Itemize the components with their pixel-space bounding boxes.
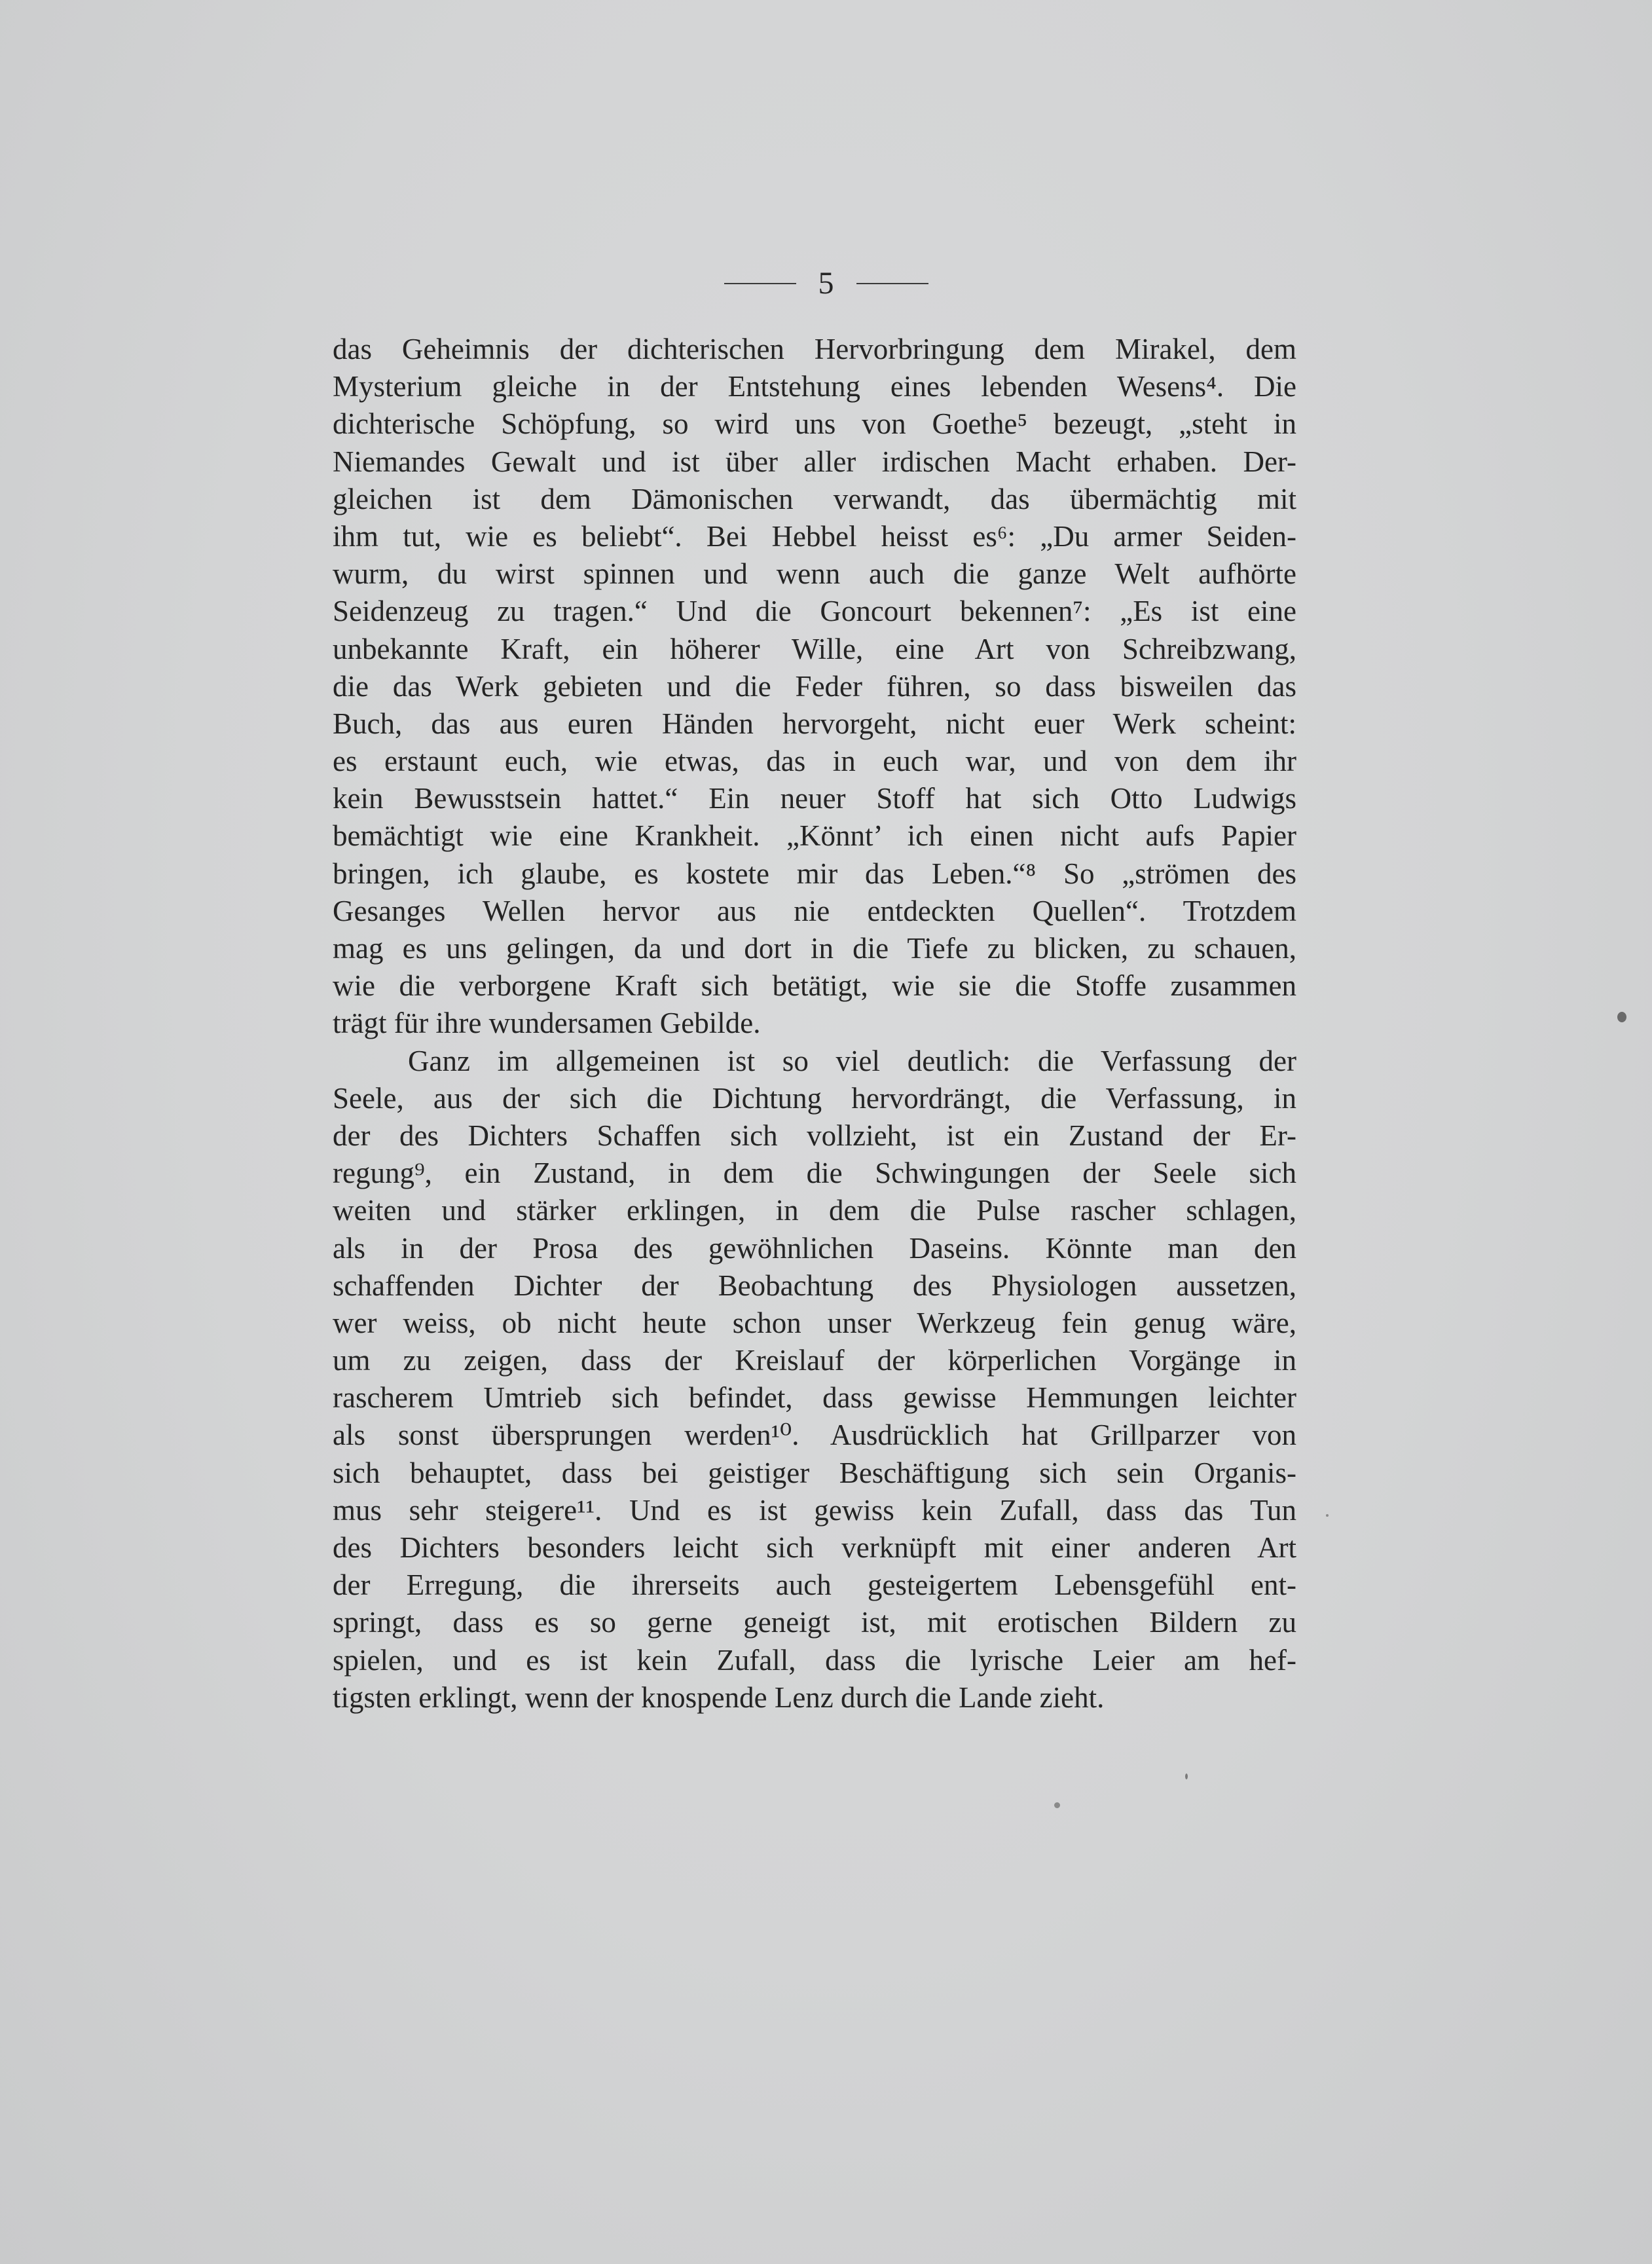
text-line: sich behauptet, dass bei geistiger Beschäftigung sich sein Organis- (333, 1456, 1296, 1489)
text-line: der des Dichters Schaffen sich vollzieht, ist ein Zustand der Er- (333, 1119, 1296, 1152)
header-rule-left (724, 283, 796, 284)
text-line: der Erregung, die ihrerseits auch gesteigertem Lebensgefühl ent- (333, 1568, 1296, 1602)
text-line: des Dichters besonders leicht sich verknüpft mit einer anderen Art (333, 1531, 1296, 1564)
text-line: springt, dass es so gerne geneigt ist, mit erotischen Bildern zu (333, 1606, 1296, 1639)
text-line: als sonst übersprungen werden¹⁰. Ausdrücklich hat Grillparzer von (333, 1419, 1296, 1452)
text-line: mus sehr steigere¹¹. Und es ist gewiss kein Zufall, dass das Tun (333, 1493, 1296, 1527)
text-line: schaffenden Dichter der Beobachtung des Physiologen aussetzen, (333, 1269, 1296, 1302)
page-header (0, 265, 1652, 305)
paper-speck (1617, 1012, 1626, 1022)
paper-speck (1326, 1514, 1329, 1517)
text-line: unbekannte Kraft, ein höherer Wille, eine Art von Schreibzwang, (333, 632, 1296, 665)
page-number: 5 (818, 266, 834, 301)
text-line: Seele, aus der sich die Dichtung hervordrängt, die Verfassung, in (333, 1081, 1296, 1115)
text-line: wer weiss, ob nicht heute schon unser Werkzeug fein genug wäre, (333, 1306, 1296, 1339)
body-text (333, 331, 1296, 1717)
text-line: tigsten erklingt, wenn der knospende Lenz durch die Lande zieht. (333, 1680, 1105, 1714)
text-line: bemächtigt wie eine Krankheit. „Könnt’ ich einen nicht aufs Papier (333, 819, 1296, 853)
text-line: Seidenzeug zu tragen.“ Und die Goncourt bekennen⁷: „Es ist eine (333, 595, 1296, 628)
text-line: Niemandes Gewalt und ist über aller irdischen Macht erhaben. Der- (333, 445, 1296, 478)
text-line: bringen, ich glaube, es kostete mir das Leben.“⁸ So „strömen des (333, 857, 1296, 890)
text-line: kein Bewusstsein hattet.“ Ein neuer Stoff hat sich Otto Ludwigs (333, 782, 1296, 815)
text-line: die das Werk gebieten und die Feder führen, so dass bisweilen das (333, 669, 1296, 703)
text-line: wie die verborgene Kraft sich betätigt, wie sie die Stoffe zusammen (333, 969, 1296, 1003)
text-line: Ganz im allgemeinen ist so viel deutlich: die Verfassung der (408, 1044, 1296, 1077)
text-line: gleichen ist dem Dämonischen verwandt, das übermächtig mit (333, 482, 1296, 515)
text-line: das Geheimnis der dichterischen Hervorbringung dem Mirakel, dem (333, 333, 1296, 365)
text-line: es erstaunt euch, wie etwas, das in euch war, und von dem ihr (333, 745, 1296, 778)
paper-speck (1054, 1802, 1060, 1808)
text-line: weiten und stärker erklingen, in dem die Pulse rascher schlagen, (333, 1194, 1296, 1227)
text-line: dichterische Schöpfung, so wird uns von Goethe⁵ bezeugt, „steht in (333, 407, 1296, 441)
header-rule-right (856, 283, 928, 284)
text-line: trägt für ihre wundersamen Gebilde. (333, 1007, 761, 1040)
text-line: wurm, du wirst spinnen und wenn auch die ganze Welt aufhörte (333, 557, 1296, 591)
text-line: Gesanges Wellen hervor aus nie entdeckten Quellen“. Trotzdem (333, 894, 1296, 927)
text-line: Buch, das aus euren Händen hervorgeht, nicht euer Werk scheint: (333, 707, 1296, 740)
text-line: um zu zeigen, dass der Kreislauf der körperlichen Vorgänge in (333, 1344, 1296, 1377)
text-line: als in der Prosa des gewöhnlichen Daseins. Könnte man den (333, 1231, 1296, 1265)
text-line: regung⁹, ein Zustand, in dem die Schwingungen der Seele sich (333, 1157, 1296, 1190)
paper-speck (1185, 1773, 1188, 1779)
text-line: spielen, und es ist kein Zufall, dass die lyrische Leier am hef- (333, 1643, 1296, 1677)
text-line: Mysterium gleiche in der Entstehung eines lebenden Wesens⁴. Die (333, 370, 1296, 403)
text-line: rascherem Umtrieb sich befindet, dass gewisse Hemmungen leichter (333, 1381, 1296, 1415)
text-line: mag es uns gelingen, da und dort in die Tiefe zu blicken, zu schauen, (333, 932, 1296, 965)
text-line: ihm tut, wie es beliebt“. Bei Hebbel heisst es⁶: „Du armer Seiden- (333, 519, 1296, 553)
